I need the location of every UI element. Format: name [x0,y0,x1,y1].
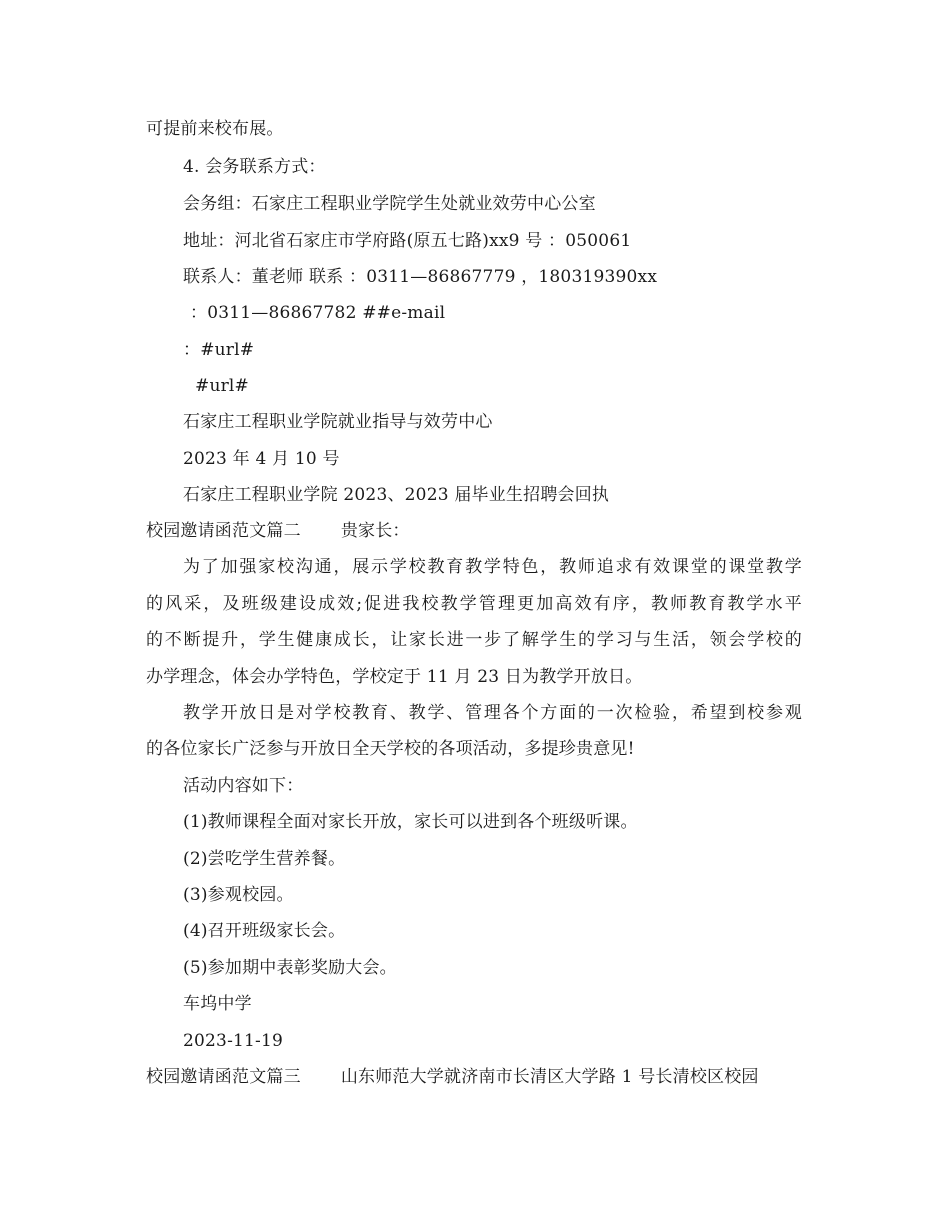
activity-item-1: (1)教师课程全面对家长开放，家长可以进到各个班级听课。 [183,812,638,832]
activity-item-4: (4)召开班级家长会。 [183,921,346,941]
paragraph-1-line-1: 为了加强家校沟通，展示学校教育教学特色，教师追求有效课堂的课堂教学 [183,557,802,577]
section-3-intro: 山东师范大学就济南市长清区大学路 1 号长清校区校园 [340,1067,759,1087]
text-line-url: #url# [195,376,250,396]
section-title-3: 校园邀请函范文篇三 [146,1067,301,1087]
school-signature: 车坞中学 [183,994,252,1014]
paragraph-1-line-2: 的风采，及班级建设成效;促进我校教学管理更加高效有序，教师教育教学水平 [146,594,802,614]
activity-item-2: (2)尝吃学生营养餐。 [183,849,346,869]
text-line-contact-person: 联系人：董老师 联系 ：0311—86867779 ，180319390xx [183,267,658,287]
section-heading-3 [146,1066,759,1088]
paragraph-1-line-4: 办学理念，体会办学特色，学校定于 11 月 23 日为教学开放日。 [146,667,643,687]
text-line-fax-email: ：0311—86867782 ##e-mail [190,303,446,323]
text-line-issuer: 石家庄工程职业学院就业指导与效劳中心 [183,412,493,432]
signature-date: 2023-11-19 [183,1031,284,1051]
paragraph-2-line-2: 的各位家长广泛参与开放日全天学校的各项活动，多提珍贵意见! [146,739,635,759]
text-line-receipt-title: 石家庄工程职业学院 2023、2023 届毕业生招聘会回执 [183,485,610,505]
activity-heading: 活动内容如下： [183,776,304,796]
section-title-2: 校园邀请函范文篇二 [146,521,301,541]
text-line-issue-date: 2023 年 4 月 10 号 [183,449,340,469]
text-line-address: 地址：河北省石家庄市学府路(原五七路)xx9 号 ：050061 [183,231,632,251]
activity-item-5: (5)参加期中表彰奖励大会。 [183,958,397,978]
text-line-office: 会务组：石家庄工程职业学院学生处就业效劳中心公室 [183,194,596,214]
activity-item-3: (3)参观校园。 [183,885,294,905]
text-line-url-label: ：#url# [183,340,255,360]
paragraph-2-line-1: 教学开放日是对学校教育、教学、管理各个方面的一次检验，希望到校参观 [183,703,802,723]
salutation: 贵家长： [340,521,410,541]
paragraph-1-line-3: 的不断提升，学生健康成长，让家长进一步了解学生的学习与生活，领会学校的 [146,630,802,650]
section-heading-2 [146,520,410,542]
text-line-campus-setup: 可提前来校布展。 [146,119,284,139]
text-line-contact-heading: 4. 会务联系方式： [183,157,326,177]
